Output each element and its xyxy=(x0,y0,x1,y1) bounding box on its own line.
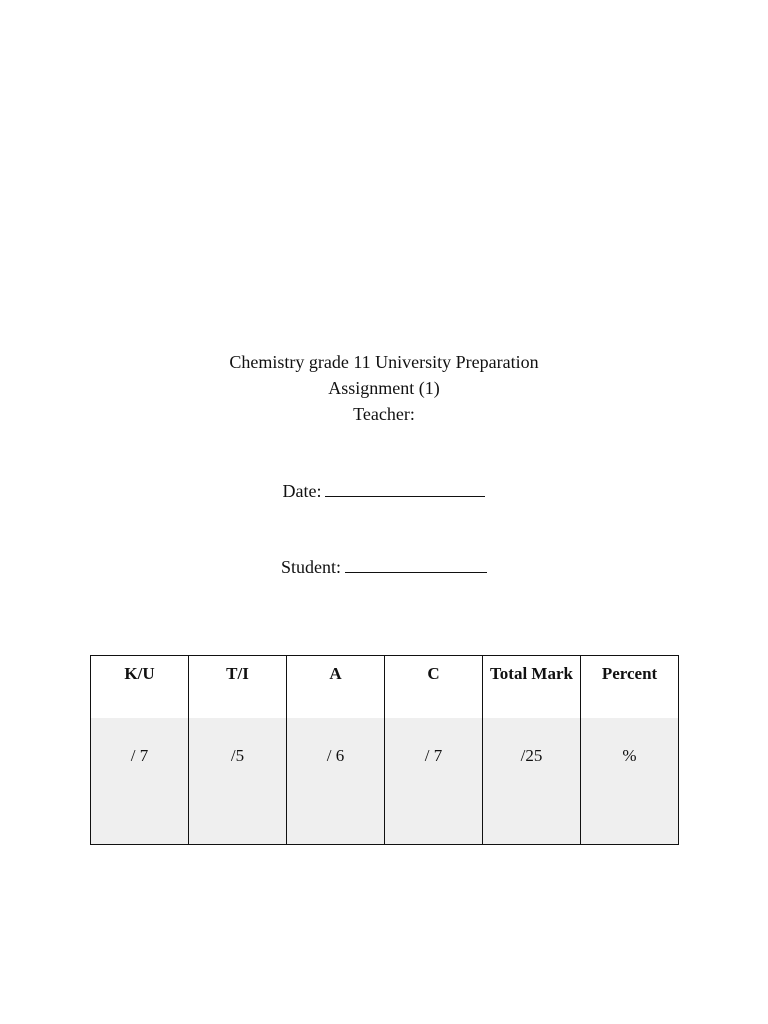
header-cell-total-mark: Total Mark xyxy=(483,656,581,719)
marks-table xyxy=(90,655,679,845)
student-blank-line[interactable] xyxy=(345,554,487,573)
header-cell-ku: K/U xyxy=(91,656,189,719)
date-blank-line[interactable] xyxy=(325,478,485,497)
header-cell-percent: Percent xyxy=(581,656,679,719)
value-cell-a: / 6 xyxy=(287,718,385,845)
value-cell-c: / 7 xyxy=(385,718,483,845)
marks-header-row xyxy=(91,656,679,719)
value-cell-percent: % xyxy=(581,718,679,845)
assignment-title: Assignment (1) xyxy=(328,378,440,398)
header-cell-ti: T/I xyxy=(189,656,287,719)
date-field xyxy=(0,478,768,503)
teacher-label: Teacher: xyxy=(353,404,415,424)
date-label: Date: xyxy=(282,481,322,501)
value-cell-total-mark: /25 xyxy=(483,718,581,845)
marks-value-row xyxy=(91,718,679,845)
value-cell-ku: / 7 xyxy=(91,718,189,845)
student-field xyxy=(0,554,768,579)
value-cell-ti: /5 xyxy=(189,718,287,845)
student-label: Student: xyxy=(280,557,341,577)
header-cell-a: A xyxy=(287,656,385,719)
document-header xyxy=(0,349,768,427)
header-cell-c: C xyxy=(385,656,483,719)
course-title: Chemistry grade 11 University Preparation xyxy=(229,352,539,372)
